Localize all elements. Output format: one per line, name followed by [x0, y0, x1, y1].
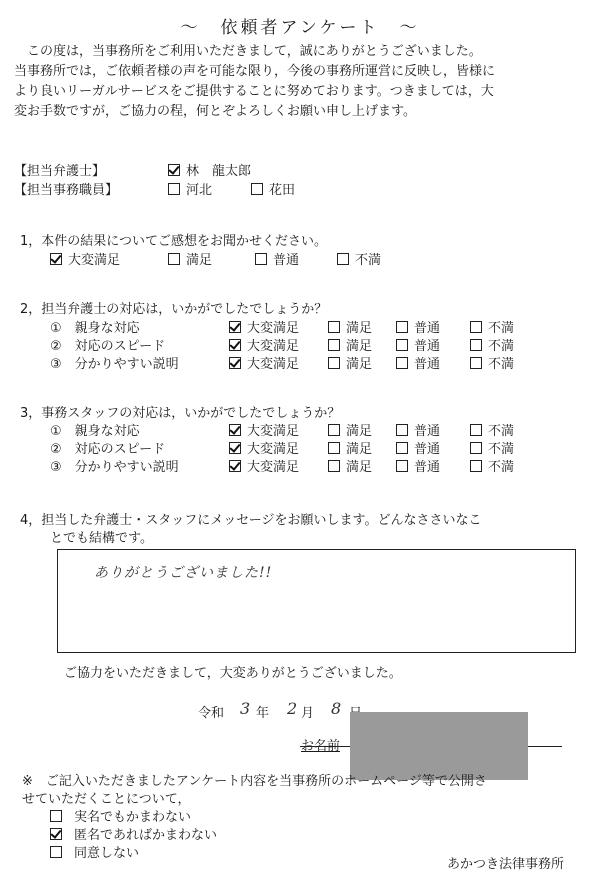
q3-item-1-option-4[interactable] [470, 420, 514, 439]
q1-option-label-3: 普通 [273, 253, 300, 268]
q3-item-1-checkbox-2[interactable] [328, 424, 340, 436]
q3-item-label-1: ① 親身な対応 [50, 424, 140, 439]
q2-item-2-checkbox-4[interactable] [470, 339, 482, 351]
q3-item-3-checkbox-3[interactable] [396, 460, 408, 472]
q2-item-2-checkbox-1[interactable] [229, 339, 241, 351]
q3-item-1-option-label-4: 不満 [488, 424, 515, 439]
q3-item-label-3: ③ 分かりやすい説明 [50, 460, 179, 475]
q3-item-2-option-3[interactable] [396, 438, 440, 457]
q3-item-1-option-1[interactable] [229, 420, 299, 439]
q1-question: 1，本件の結果についてご感想をお聞かせください。 [20, 234, 328, 249]
publish-option-2[interactable] [50, 824, 217, 843]
q3-item-2-checkbox-2[interactable] [328, 442, 340, 454]
q2-item-1-option-3[interactable] [396, 317, 440, 336]
clerk-checkbox-2[interactable] [251, 183, 263, 195]
publish-option-label-2: 匿名であればかまわない [74, 828, 218, 843]
q2-item-1-checkbox-2[interactable] [328, 321, 340, 333]
q1-option-4[interactable] [337, 249, 381, 268]
q2-item-3-option-1[interactable] [229, 353, 299, 372]
q3-item-3-checkbox-1[interactable] [229, 460, 241, 472]
q1-option-label-4: 不満 [355, 253, 382, 268]
publish-checkbox-2[interactable] [50, 828, 62, 840]
q1-option-label-2: 満足 [186, 253, 213, 268]
q3-item-3-option-4[interactable] [470, 456, 514, 475]
intro-line-1: この度は，当事務所をご利用いただきまして，誠にありがとうございました。 [14, 44, 482, 59]
q3-item-2-checkbox-3[interactable] [396, 442, 408, 454]
q2-item-1-option-label-2: 満足 [346, 321, 373, 336]
q2-item-2-option-3[interactable] [396, 335, 440, 354]
publish-checkbox-3[interactable] [50, 846, 62, 858]
publish-option-3[interactable] [50, 842, 139, 861]
q3-item-2-option-label-1: 大変満足 [247, 442, 300, 457]
intro-line-2: 当事務所では，ご依頼者様の声を可能な限り，今後の事務所運営に反映し，皆様に [14, 64, 496, 79]
firm-name: あかつき法律事務所 [447, 857, 565, 872]
date-month-unit: 月 [301, 706, 315, 721]
q1-checkbox-3[interactable] [255, 253, 267, 265]
q3-item-3-option-label-3: 普通 [414, 460, 441, 475]
clerk-option-1[interactable] [168, 179, 212, 198]
q3-item-1-option-label-1: 大変満足 [247, 424, 300, 439]
date-year: 3 [240, 699, 251, 718]
clerk-name-1: 河北 [186, 183, 213, 198]
q2-item-2-option-4[interactable] [470, 335, 514, 354]
lawyer-checkbox[interactable] [168, 164, 180, 176]
q4-question-line-2: とでも結構です。 [50, 531, 153, 546]
q2-item-1-checkbox-3[interactable] [396, 321, 408, 333]
q1-checkbox-4[interactable] [337, 253, 349, 265]
q1-option-1[interactable] [50, 249, 120, 268]
date-era: 令和 [198, 706, 225, 721]
q2-item-3-option-3[interactable] [396, 353, 440, 372]
q2-item-3-checkbox-2[interactable] [328, 357, 340, 369]
lawyer-option[interactable] [168, 160, 251, 179]
q2-item-3-option-label-4: 不満 [488, 357, 515, 372]
q3-item-2-checkbox-4[interactable] [470, 442, 482, 454]
q2-item-2-checkbox-2[interactable] [328, 339, 340, 351]
q2-item-1-option-4[interactable] [470, 317, 514, 336]
q2-item-1-option-label-4: 不満 [488, 321, 515, 336]
q2-item-1-checkbox-4[interactable] [470, 321, 482, 333]
q3-item-label-2: ② 対応のスピード [50, 442, 166, 457]
q3-item-1-checkbox-4[interactable] [470, 424, 482, 436]
name-label: お名前 [301, 739, 341, 754]
q2-item-2-option-label-4: 不満 [488, 339, 515, 354]
q3-item-3-option-1[interactable] [229, 456, 299, 475]
q2-item-3-option-4[interactable] [470, 353, 514, 372]
q2-item-3-checkbox-1[interactable] [229, 357, 241, 369]
clerk-option-2[interactable] [251, 179, 295, 198]
q1-checkbox-1[interactable] [50, 253, 62, 265]
q2-item-2-option-2[interactable] [328, 335, 372, 354]
q2-item-3-checkbox-3[interactable] [396, 357, 408, 369]
q2-item-1-option-2[interactable] [328, 317, 372, 336]
q3-item-1-checkbox-3[interactable] [396, 424, 408, 436]
q3-item-2-option-1[interactable] [229, 438, 299, 457]
q1-checkbox-2[interactable] [168, 253, 180, 265]
q2-item-1-option-label-3: 普通 [414, 321, 441, 336]
q2-item-3-option-label-1: 大変満足 [247, 357, 300, 372]
intro-line-3: より良いリーガルサービスをご提供することに努めております。つきましては，大 [14, 84, 494, 99]
publish-option-1[interactable] [50, 806, 191, 825]
q2-item-3-option-2[interactable] [328, 353, 372, 372]
handwritten-message: ありがとうございました!! [94, 565, 273, 581]
q3-item-3-option-2[interactable] [328, 456, 372, 475]
q3-item-3-checkbox-2[interactable] [328, 460, 340, 472]
q2-item-label-3: ③ 分かりやすい説明 [50, 357, 179, 372]
q2-item-3-option-label-2: 満足 [346, 357, 373, 372]
q3-question: 3，事務スタッフの対応は，いかがでしたでしょうか？ [20, 406, 341, 421]
q2-item-1-option-label-1: 大変満足 [247, 321, 300, 336]
intro-line-4: 変お手数ですが，ご協力の程，何とぞよろしくお願い申し上げます。 [14, 104, 416, 119]
clerk-name-2: 花田 [269, 183, 296, 198]
survey-title: ～ 依頼者アンケート ～ [180, 18, 420, 38]
q2-item-3-option-label-3: 普通 [414, 357, 441, 372]
q3-item-2-checkbox-1[interactable] [229, 442, 241, 454]
date-year-unit: 年 [256, 706, 270, 721]
q2-item-2-option-1[interactable] [229, 335, 299, 354]
publish-checkbox-1[interactable] [50, 810, 62, 822]
date-month: 2 [287, 699, 298, 718]
q3-item-2-option-2[interactable] [328, 438, 372, 457]
publish-line-2: せていただくことについて， [22, 792, 191, 807]
message-box[interactable] [57, 549, 576, 653]
q2-item-2-option-label-1: 大変満足 [247, 339, 300, 354]
publish-line-1: ※ ご記入いただきましたアンケート内容を当事務所のホームページ等で公開さ [22, 774, 487, 789]
q3-item-3-checkbox-4[interactable] [470, 460, 482, 472]
clerk-label: 【担当事務職員】 [14, 183, 119, 198]
q2-item-2-option-label-2: 満足 [346, 339, 373, 354]
lawyer-label: 【担当弁護士】 [14, 164, 106, 179]
date-day: 8 [331, 699, 342, 718]
thanks-text: ご協力をいただきまして，大変ありがとうございました。 [64, 666, 402, 681]
q3-item-1-option-3[interactable] [396, 420, 440, 439]
q3-item-1-option-label-2: 満足 [346, 424, 373, 439]
q3-item-2-option-label-2: 満足 [346, 442, 373, 457]
q3-item-3-option-label-1: 大変満足 [247, 460, 300, 475]
q2-item-2-checkbox-3[interactable] [396, 339, 408, 351]
q1-option-2[interactable] [168, 249, 212, 268]
publish-option-label-3: 同意しない [74, 846, 140, 861]
q1-option-3[interactable] [255, 249, 299, 268]
q2-item-1-checkbox-1[interactable] [229, 321, 241, 333]
q3-item-2-option-4[interactable] [470, 438, 514, 457]
q2-item-label-2: ② 対応のスピード [50, 339, 166, 354]
q3-item-2-option-label-3: 普通 [414, 442, 441, 457]
q2-item-1-option-1[interactable] [229, 317, 299, 336]
q3-item-1-option-label-3: 普通 [414, 424, 441, 439]
lawyer-name: 林 龍太郎 [186, 164, 252, 179]
q3-item-1-checkbox-1[interactable] [229, 424, 241, 436]
q2-item-label-1: ① 親身な対応 [50, 321, 140, 336]
q3-item-3-option-3[interactable] [396, 456, 440, 475]
publish-option-label-1: 実名でもかまわない [74, 810, 192, 825]
q3-item-3-option-label-2: 満足 [346, 460, 373, 475]
q2-item-2-option-label-3: 普通 [414, 339, 441, 354]
clerk-checkbox-1[interactable] [168, 183, 180, 195]
q1-option-label-1: 大変満足 [68, 253, 121, 268]
q4-question-line-1: 4，担当した弁護士・スタッフにメッセージをお願いします。どんなささいなこ [20, 513, 482, 528]
q3-item-1-option-2[interactable] [328, 420, 372, 439]
q2-question: 2，担当弁護士の対応は，いかがでしたでしょうか？ [20, 302, 328, 317]
q3-item-2-option-label-4: 不満 [488, 442, 515, 457]
q3-item-3-option-label-4: 不満 [488, 460, 515, 475]
q2-item-3-checkbox-4[interactable] [470, 357, 482, 369]
